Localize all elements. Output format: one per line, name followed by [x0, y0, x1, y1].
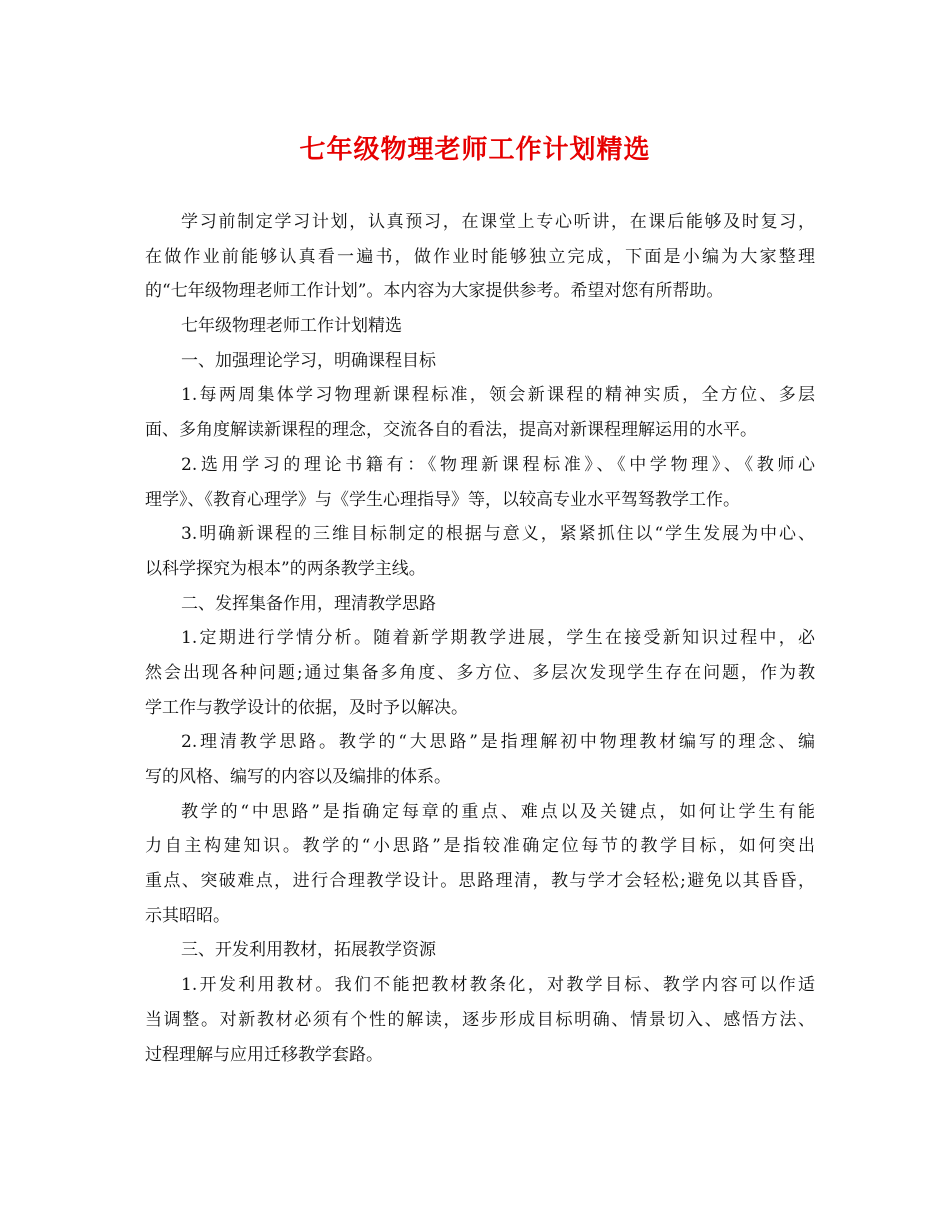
text-line: 面、多角度解读新课程的理念，交流各自的看法，提高对新课程理解运用的水平。 — [145, 420, 757, 441]
text-line: 当调整。对新教材必须有个性的解读，逐步形成目标明确、情景切入、感悟方法、 — [145, 1009, 815, 1030]
text-line: 学习前制定学习计划，认真预习，在课堂上专心听讲，在课后能够及时复习， — [181, 212, 815, 232]
document-body — [145, 205, 815, 1072]
text-line: 理学》、《教育心理学》与《学生心理指导》等，以较高专业水平驾驽教学工作。 — [145, 489, 740, 510]
text-line: 示其昭昭。 — [145, 905, 230, 926]
text-line: 2.选用学习的理论书籍有：《物理新课程标准》、《中学物理》、《教师心 — [181, 454, 815, 475]
section-heading: 一、加强理论学习，明确课程目标 — [181, 350, 436, 371]
text-line: 过程理解与应用迁移教学套路。 — [145, 1044, 383, 1065]
text-line: 学工作与教学设计的依据，及时予以解决。 — [145, 697, 468, 718]
text-line: 写的风格、编写的内容以及编排的体系。 — [145, 767, 451, 787]
text-line: 然会出现各种问题;通过集备多角度、多方位、多层次发现学生存在问题，作为教 — [145, 662, 815, 683]
section-heading: 三、开发利用教材，拓展教学资源 — [181, 940, 436, 961]
section-heading: 二、发挥集备作用，理清教学思路 — [181, 593, 436, 614]
document-title: 七年级物理老师工作计划精选 — [299, 135, 651, 165]
text-line: 1.每两周集体学习物理新课程标准，领会新课程的精神实质，全方位、多层 — [181, 385, 815, 406]
text-line: 重点、突破难点，进行合理教学设计。思路理清，教与学才会轻松;避免以其昏昏， — [145, 871, 815, 892]
text-line: 3.明确新课程的三维目标制定的根据与意义，紧紧抓住以“学生发展为中心、 — [181, 524, 815, 545]
text-line: 的“七年级物理老师工作计划”。本内容为大家提供参考。希望对您有所帮助。 — [145, 281, 724, 302]
section-heading: 七年级物理老师工作计划精选 — [181, 316, 402, 337]
text-line: 以科学探究为根本”的两条教学主线。 — [145, 558, 426, 579]
text-line: 1.开发利用教材。我们不能把教材教条化，对教学目标、教学内容可以作适 — [181, 975, 815, 996]
text-line: 2.理清教学思路。教学的“大思路”是指理解初中物理教材编写的理念、编 — [181, 732, 815, 753]
text-line: 教学的“中思路”是指确定每章的重点、难点以及关键点，如何让学生有能 — [181, 801, 815, 822]
text-line: 1.定期进行学情分析。随着新学期教学进展，学生在接受新知识过程中，必 — [181, 628, 815, 649]
text-line: 力自主构建知识。教学的“小思路”是指较准确定位每节的教学目标，如何突出 — [145, 836, 815, 857]
text-line: 在做作业前能够认真看一遍书，做作业时能够独立完成，下面是小编为大家整理 — [145, 246, 815, 267]
